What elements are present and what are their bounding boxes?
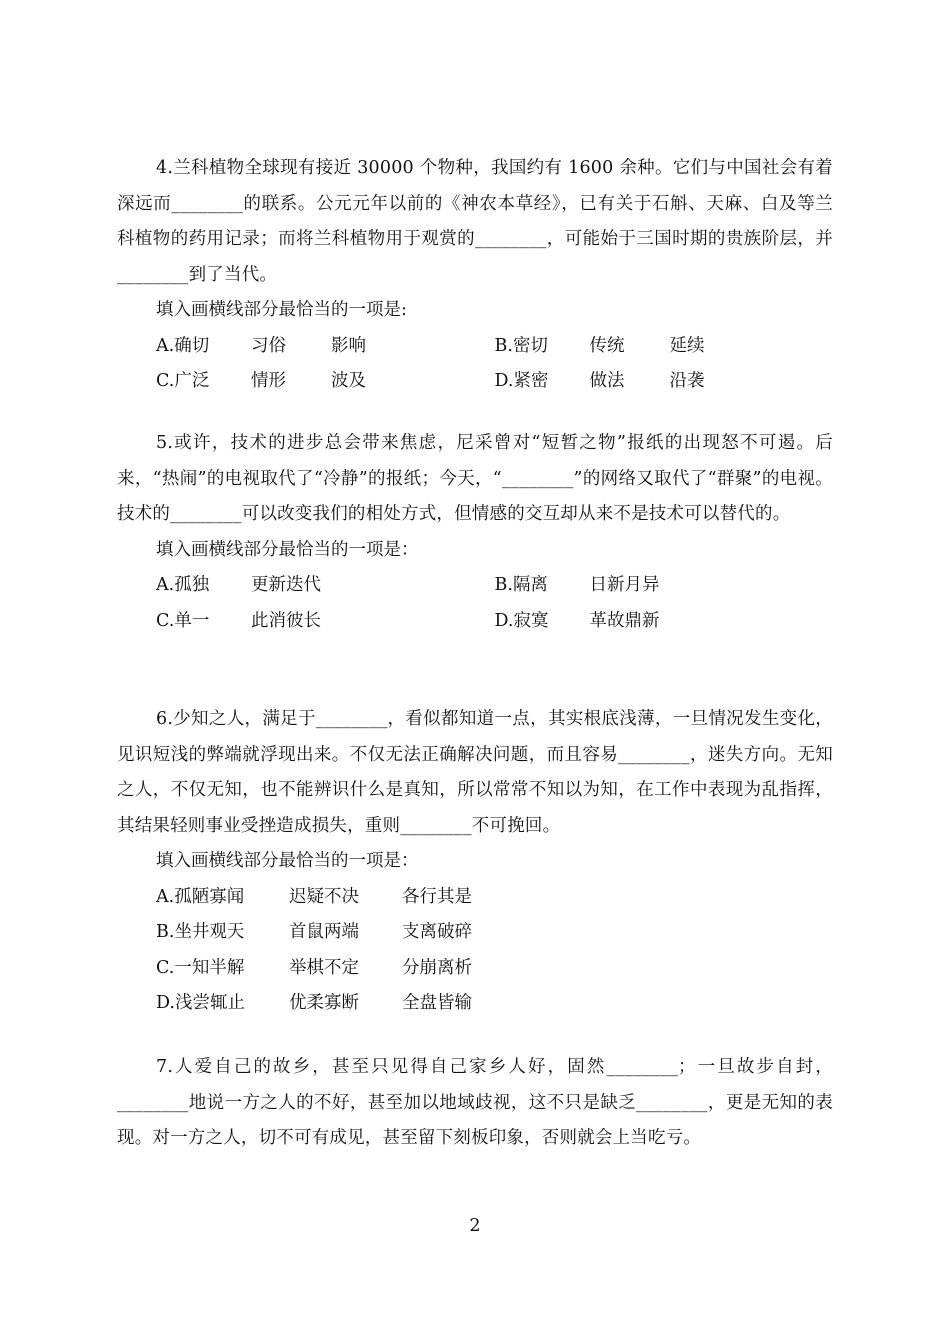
option-word: 寂寞 [513,610,549,631]
option-b [156,915,472,951]
option-word: 浅尝辄止 [174,993,245,1013]
option-c [156,364,495,400]
option-word: 传统 [589,335,625,356]
option-letter: A. [156,575,175,595]
option-letter: B. [494,575,513,595]
option-a [156,880,472,916]
option-letter: D. [494,610,514,631]
option-letter: A. [156,886,175,907]
option-b [495,568,834,604]
option-c [156,604,495,640]
question-text: 4.兰科植物全球现有接近 30000 个物种，我国约有 1600 余种。它们与中国社会有着深远而________的联系。公元元年以前的《神农本草经》，已有关于石斛、天麻、白及等兰科植物的药用记录；而将兰科植物用于观赏的________，可能始于三国时期的贵族阶层，并________到了当代。 [117,158,833,285]
options [117,880,833,1022]
option-word: 日新月异 [589,575,660,595]
option-word: 影响 [331,335,366,356]
option-word: 单一 [174,610,210,631]
option-word: 波及 [331,371,366,391]
question-text: 7.人爱自己的故乡，甚至只见得自己家乡人好，固然________；一旦故步自封，________地说一方之人的不好，甚至加以地域歧视，这不只是缺乏________，更是无知的表现。对一方之人，切不可有成见，甚至留下刻板印象，否则就会上当吃亏。 [117,1057,833,1148]
page-number: 2 [469,1216,481,1236]
option-b [495,329,834,365]
option-word: 密切 [512,335,548,356]
option-word: 举棋不定 [289,957,359,978]
option-word: 迟疑不决 [289,886,359,907]
option-word: 情形 [251,371,286,391]
option-word: 支离破碎 [402,922,472,942]
question-text: 6.少知之人，满足于________，看似都知道一点，其实根底浅薄，一旦情况发生变化，见识短浅的弊端就浮现出来。不仅无法正确解决问题，而且容易________，迷失方向。无知之人，不仅无知，也不能辨识什么是真知，所以常常不知以为知，在工作中表现为乱指挥，其结果轻则事业受挫造成损失，重则________不可挽回。 [117,709,833,836]
option-letter: A. [156,335,175,356]
option-word: 优柔寡断 [289,993,359,1013]
question-5 [117,426,833,639]
option-d [495,364,834,400]
question-4 [117,151,833,400]
option-word: 孤独 [174,575,210,595]
option-letter: C. [156,610,175,631]
question-6 [117,702,833,1022]
question-prompt: 填入画横线部分最恰当的一项是： [156,539,419,560]
option-letter: C. [156,957,175,978]
option-word: 一知半解 [174,957,245,978]
option-word: 革故鼎新 [589,610,660,631]
option-word: 习俗 [251,335,286,356]
question-prompt: 填入画横线部分最恰当的一项是： [156,851,419,871]
option-word: 分崩离析 [402,957,472,978]
option-letter: B. [156,922,175,942]
option-word: 全盘皆输 [402,993,472,1013]
options [117,568,833,639]
option-letter: B. [494,335,513,356]
option-a [156,568,495,604]
option-word: 沿袭 [669,371,705,391]
option-word: 各行其是 [402,886,472,907]
option-word: 坐井观天 [174,922,245,942]
option-word: 孤陋寡闻 [174,886,245,907]
option-word: 此消彼长 [251,610,321,631]
question-text: 5.或许，技术的进步总会带来焦虑，尼采曾对“短暂之物”报纸的出现怒不可遏。后来，“热闹”的电视取代了“冷静”的报纸；今天，“________”的网络又取代了“群聚”的电视。技术的________可以改变我们的相处方式，但情感的交互却从来不是技术可以替代的。 [117,433,833,524]
option-word: 首鼠两端 [289,922,359,942]
option-word: 确切 [174,335,210,356]
option-word: 紧密 [513,371,549,391]
option-c [156,951,472,987]
options [117,329,833,400]
option-word: 隔离 [512,575,548,595]
question-7 [117,1050,833,1157]
option-letter: D. [156,993,175,1013]
option-word: 广泛 [174,371,210,391]
option-a [156,329,495,365]
option-d [495,604,834,640]
option-letter: D. [494,371,514,391]
option-word: 更新迭代 [251,575,321,595]
question-prompt: 填入画横线部分最恰当的一项是: [156,300,407,320]
option-letter: C. [156,371,175,391]
option-word: 做法 [589,371,625,391]
option-word: 延续 [669,335,705,356]
option-d [156,986,472,1022]
